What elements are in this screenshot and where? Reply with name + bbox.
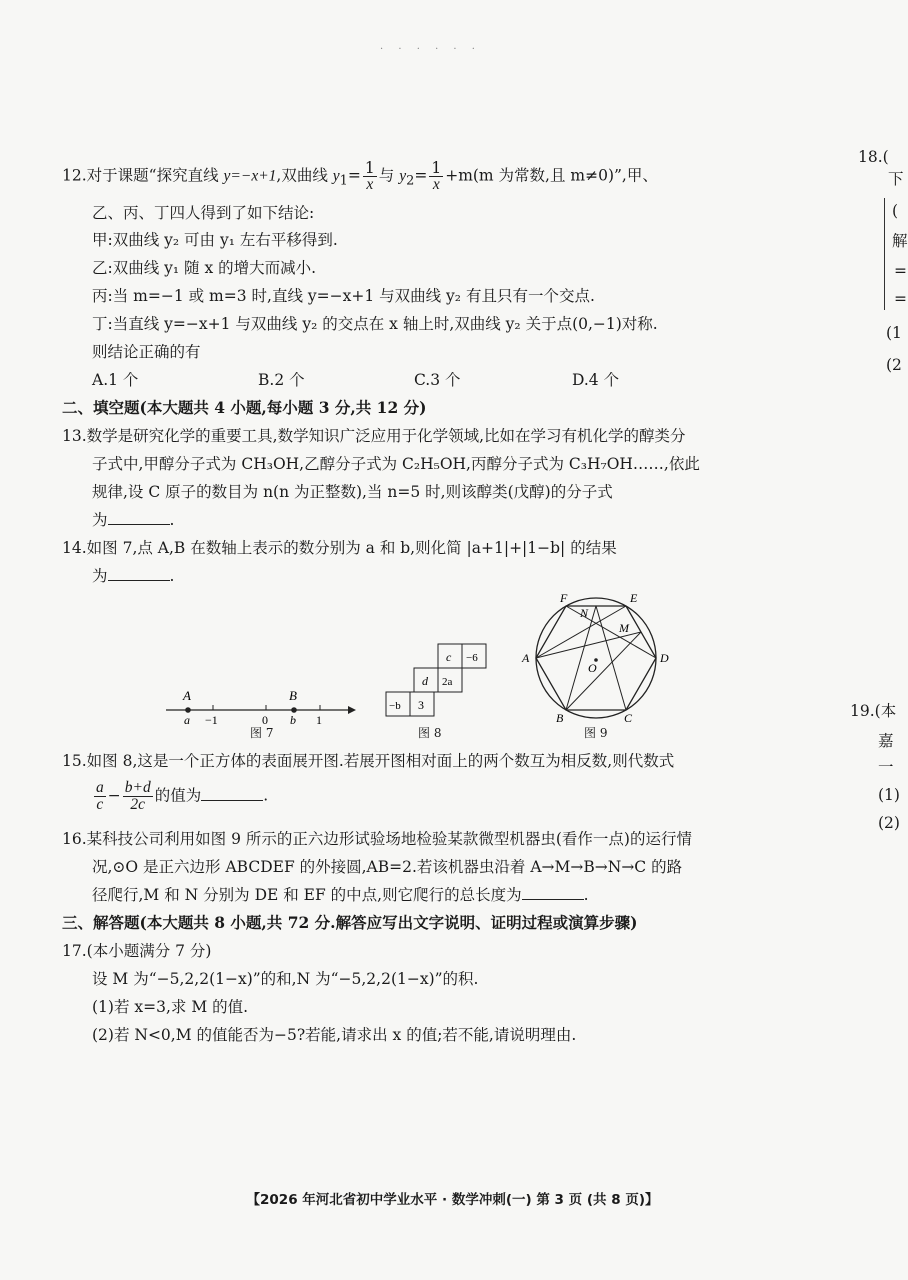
edge-q19-part1: (1) — [878, 786, 900, 804]
q13-answer-blank — [108, 510, 170, 525]
q14-line1: 14.如图 7,点 A,B 在数轴上表示的数分别为 a 和 b,则化简 |a+1|+|1−b| 的结果 — [62, 539, 617, 557]
edge-q18-line2: 下 — [888, 170, 904, 188]
fig9-label-e: E — [630, 591, 638, 605]
fig9-label-o: O — [588, 661, 597, 675]
edge-q19-part2: (2) — [878, 814, 900, 832]
q15-line2: $\frac{a}{c}$ − $\frac{b+d}{2c}$ 的值为 . — [96, 779, 269, 813]
edge-q19: 19.(本 — [850, 702, 897, 720]
q15-frac2: $\frac{b+d}{2c}$ — [124, 779, 151, 813]
q12-line4: 乙:双曲线 y₁ 随 x 的增大而减小. — [92, 259, 317, 277]
edge-q18: 18.( — [858, 148, 889, 166]
fig9-label-m: M — [619, 621, 629, 635]
q12-line1: 12.对于课题“探究直线 y=−x+1,双曲线 $y_1=$ $\frac{1}{x}$ 与 $y_2=$ $\frac{1}{x}$ +m(m 为常数,且 m≠0)”,甲、 — [62, 159, 658, 193]
section-solve-title: 三、解答题(本大题共 8 小题,共 72 分.解答应写出文字说明、证明过程或演算步骤) — [62, 913, 638, 932]
fig8-cell-c: c — [446, 650, 452, 664]
fig7-tick-0: 0 — [262, 713, 268, 727]
q13-line1: 13.数学是研究化学的重要工具,数学知识广泛应用于化学领域,比如在学习有机化学的醇类分 — [62, 427, 686, 445]
q13-line4: 为 . — [92, 511, 175, 529]
figure9-caption: 图 9 — [584, 726, 608, 740]
fig9-label-n: N — [580, 606, 589, 620]
edge-q19-line3: 一 — [878, 758, 894, 776]
q12-line6: 丁:当直线 y=−x+1 与双曲线 y₂ 的交点在 x 轴上时,双曲线 y₂ 关于点(0,−1)对称. — [92, 315, 658, 333]
edge-c6: (2 — [886, 356, 902, 374]
fig9-label-a: A — [522, 651, 530, 665]
q16-answer-blank — [522, 885, 584, 900]
q17-part1: (1)若 x=3,求 M 的值. — [92, 998, 249, 1016]
fig8-cell-negb: −b — [389, 700, 401, 712]
fig8-cell-neg6: −6 — [466, 652, 478, 664]
q12-frac1: $\frac{1}{x}$ — [364, 159, 375, 193]
fig7-tick-neg1: −1 — [205, 713, 218, 727]
q12-option-b: B.2 个 — [258, 371, 305, 389]
fig9-label-c: C — [624, 711, 633, 725]
page-top-mark: · · · · · · — [380, 44, 481, 55]
q12-option-a: A.1 个 — [92, 371, 139, 389]
edge-c3: = — [894, 262, 907, 280]
q12-line5: 丙:当 m=−1 或 m=3 时,直线 y=−x+1 与双曲线 y₂ 有且只有一个交点. — [92, 287, 595, 305]
q12-option-c: C.3 个 — [414, 371, 461, 389]
fig7-tick-1: 1 — [316, 713, 322, 727]
q17-part2: (2)若 N<0,M 的值能否为−5?若能,请求出 x 的值;若不能,请说明理由. — [92, 1026, 577, 1044]
q12-frac2: $\frac{1}{x}$ — [431, 159, 442, 193]
q16-line3: 径爬行,M 和 N 分别为 DE 和 EF 的中点,则它爬行的总长度为 . — [92, 886, 589, 904]
section-fill-in-title: 二、填空题(本大题共 4 小题,每小题 3 分,共 12 分) — [62, 398, 427, 417]
fig8-cell-3: 3 — [418, 698, 424, 712]
figure7-caption: 图 7 — [250, 726, 274, 740]
q12-line3: 甲:双曲线 y₂ 可由 y₁ 左右平移得到. — [92, 231, 338, 249]
q15-line1: 15.如图 8,这是一个正方体的表面展开图.若展开图相对面上的两个数互为相反数,则代数式 — [62, 752, 675, 770]
q16-line2: 况,⊙O 是正六边形 ABCDEF 的外接圆,AB=2.若该机器虫沿着 A→M→B→N→C 的路 — [92, 858, 683, 876]
q17-line1: 设 M 为“−5,2,2(1−x)”的和,N 为“−5,2,2(1−x)”的积. — [92, 970, 479, 988]
q13-line2: 子式中,甲醇分子式为 CH₃OH,乙醇分子式为 C₂H₅OH,丙醇分子式为 C₃H₇OH……,依此 — [92, 455, 700, 473]
fig7-point-a: A — [183, 688, 191, 703]
q12-option-d: D.4 个 — [572, 371, 620, 389]
edge-c1: ( — [892, 202, 899, 220]
fig9-label-d: D — [660, 651, 669, 665]
edge-box-border — [884, 198, 885, 310]
q13-line3: 规律,设 C 原子的数目为 n(n 为正整数),当 n=5 时,则该醇类(戊醇)的分子式 — [92, 483, 613, 501]
fig9-label-b: B — [556, 711, 564, 725]
q17-title: 17.(本小题满分 7 分) — [62, 942, 212, 960]
fig9-label-f: F — [560, 591, 568, 605]
q14-line2: 为 . — [92, 567, 175, 585]
q12-line7: 则结论正确的有 — [92, 343, 201, 361]
fig8-cell-2a: 2a — [442, 676, 453, 688]
edge-c4: = — [894, 290, 907, 308]
edge-c2: 解 — [892, 232, 908, 250]
q15-answer-blank — [201, 786, 263, 801]
figure8-cube-net — [380, 640, 494, 722]
q14-answer-blank — [108, 566, 170, 581]
edge-c5: (1 — [886, 324, 902, 342]
figure9-hexagon-circle — [518, 590, 683, 725]
q16-line1: 16.某科技公司利用如图 9 所示的正六边形试验场地检验某款微型机器虫(看作一点)的运行情 — [62, 830, 692, 848]
fig7-label-a: a — [184, 713, 190, 727]
q15-frac1: $\frac{a}{c}$ — [96, 779, 104, 813]
fig7-point-b: B — [289, 688, 297, 703]
q12-line2: 乙、丙、丁四人得到了如下结论: — [92, 204, 315, 222]
fig8-cell-d: d — [422, 674, 428, 688]
edge-q19-line2: 嘉 — [878, 732, 894, 750]
fig7-label-b: b — [290, 713, 296, 727]
page-footer: 【2026 年河北省初中学业水平 · 数学冲刺(一) 第 3 页 (共 8 页)】 — [246, 1192, 659, 1208]
figure8-caption: 图 8 — [418, 726, 442, 740]
